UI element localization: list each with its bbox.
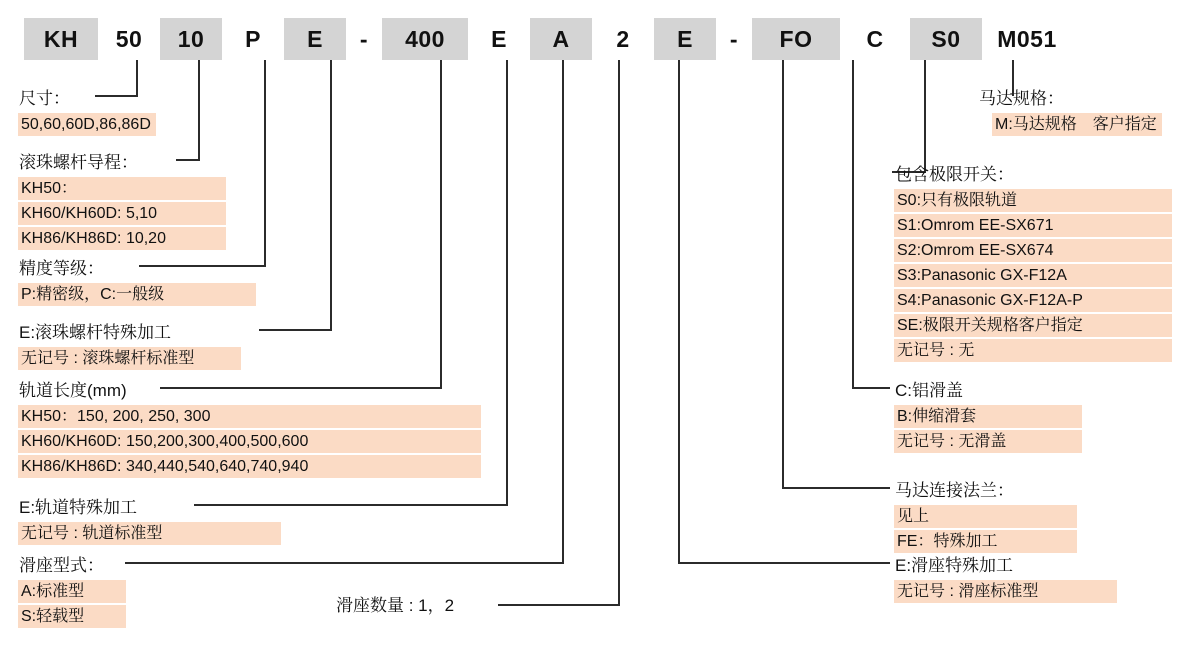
callout-motor-spec-row-0: M:马达规格 客户指定 (992, 113, 1162, 136)
code-cell-lead: 10 (160, 18, 222, 60)
callout-rail-length (18, 380, 481, 478)
code-cell-kh: KH (24, 18, 98, 60)
callout-slider-special-row-0: 无记号 : 滑座标准型 (894, 580, 1117, 603)
callout-cover-row-0: B:伸缩滑套 (894, 405, 1082, 428)
callout-accuracy-row-0: P:精密级，C:一般级 (18, 283, 256, 306)
callout-limit-switch (894, 164, 1172, 362)
code-cell-slider-special: E (654, 18, 716, 60)
code-cell-limit-switch: S0 (910, 18, 982, 60)
callout-size (18, 88, 156, 136)
callout-slider-special (894, 555, 1117, 603)
callout-screw-special-row-0: 无记号 : 滚珠螺杆标准型 (18, 347, 241, 370)
callout-lead (18, 152, 226, 250)
callout-limit-switch-row-6: 无记号 : 无 (894, 339, 1172, 362)
leader-line-cover-h (852, 387, 890, 389)
callout-lead-title: 滚珠螺杆导程： (19, 153, 138, 172)
code-cell-motor-flange: FO (752, 18, 840, 60)
callout-limit-switch-title: 包含极限开关： (895, 165, 1014, 184)
leader-line-rail-length-v (440, 60, 442, 388)
callout-rail-special-title: E:轨道特殊加工 (19, 498, 138, 517)
callout-limit-switch-row-4: S4:Panasonic GX-F12A-P (894, 289, 1172, 312)
callout-size-title: 尺寸： (19, 89, 70, 108)
callout-rail-length-row-1: KH60/KH60D: 150,200,300,400,500,600 (18, 430, 481, 453)
callout-rail-length-row-0: KH50：150, 200, 250, 300 (18, 405, 481, 428)
callout-screw-special-title: E:滚珠螺杆特殊加工 (19, 323, 172, 342)
leader-line-screw-special-v (330, 60, 332, 330)
callout-cover (894, 380, 1082, 453)
code-cell-rail-length: 400 (382, 18, 468, 60)
callout-slider-type-row-0: A:标准型 (18, 580, 126, 603)
callout-limit-switch-row-1: S1:Omrom EE-SX671 (894, 214, 1172, 237)
callout-cover-row-1: 无记号 : 无滑盖 (894, 430, 1082, 453)
code-cell-screw-special: E (284, 18, 346, 60)
callout-motor-spec-title: 马达规格： (979, 89, 1064, 108)
callout-size-row-0: 50,60,60D,86,86D (18, 113, 156, 136)
code-cell-dash-2: - (729, 25, 739, 52)
callout-rail-length-title: 轨道长度(mm) (19, 381, 127, 400)
callout-slider-type-title: 滑座型式： (19, 556, 104, 575)
callout-slider-special-title: E:滑座特殊加工 (895, 556, 1014, 575)
callout-rail-length-row-2: KH86/KH86D: 340,440,540,640,740,940 (18, 455, 481, 478)
leader-line-slider-special-h (678, 562, 890, 564)
leader-line-rail-special-v (506, 60, 508, 505)
leader-line-motor-flange-h (782, 487, 890, 489)
callout-accuracy-title: 精度等级： (19, 259, 104, 278)
model-code-bar (24, 18, 1172, 60)
callout-motor-flange (894, 480, 1077, 553)
leader-line-lead-v (198, 60, 200, 160)
callout-screw-special (18, 322, 241, 370)
leader-line-limit-switch-v (924, 60, 926, 172)
callout-accuracy (18, 258, 256, 306)
leader-line-slider-special-v (678, 60, 680, 563)
callout-lead-row-2: KH86/KH86D: 10,20 (18, 227, 226, 250)
leader-line-screw-special-h (259, 329, 332, 331)
callout-slider-count-title: 滑座数量 : 1，2 (336, 596, 455, 615)
callout-motor-flange-row-1: FE：特殊加工 (894, 530, 1077, 553)
callout-slider-type-row-1: S:轻载型 (18, 605, 126, 628)
callout-limit-switch-row-2: S2:Omrom EE-SX674 (894, 239, 1172, 262)
callout-limit-switch-row-5: SE:极限开关规格客户指定 (894, 314, 1172, 337)
callout-motor-flange-row-0: 见上 (894, 505, 1077, 528)
code-cell-motor-spec: M051 (997, 25, 1057, 52)
callout-rail-special (18, 497, 281, 545)
leader-line-slider-count-h (498, 604, 620, 606)
callout-motor-spec (978, 88, 1162, 136)
code-cell-slider-count: 2 (616, 25, 630, 52)
callout-slider-type (18, 555, 126, 628)
leader-line-motor-flange-v (782, 60, 784, 488)
callout-lead-row-0: KH50： (18, 177, 226, 200)
callout-motor-flange-title: 马达连接法兰： (895, 481, 1014, 500)
callout-lead-row-1: KH60/KH60D: 5,10 (18, 202, 226, 225)
callout-limit-switch-row-0: S0:只有极限轨道 (894, 189, 1172, 212)
callout-rail-special-row-0: 无记号 : 轨道标准型 (18, 522, 281, 545)
code-cell-size: 50 (115, 25, 143, 52)
code-cell-accuracy: P (245, 25, 261, 52)
code-cell-rail-special: E (491, 25, 507, 52)
leader-line-slider-count-v (618, 60, 620, 605)
leader-line-slider-type-v (562, 60, 564, 563)
callout-slider-count (335, 595, 456, 618)
leader-line-accuracy-v (264, 60, 266, 266)
callout-cover-title: C:铝滑盖 (895, 381, 963, 400)
code-cell-slider-type: A (530, 18, 592, 60)
callout-limit-switch-row-3: S3:Panasonic GX-F12A (894, 264, 1172, 287)
code-cell-dash-1: - (359, 25, 369, 52)
code-cell-cover: C (866, 25, 884, 52)
leader-line-slider-type-h (125, 562, 564, 564)
leader-line-cover-v (852, 60, 854, 388)
